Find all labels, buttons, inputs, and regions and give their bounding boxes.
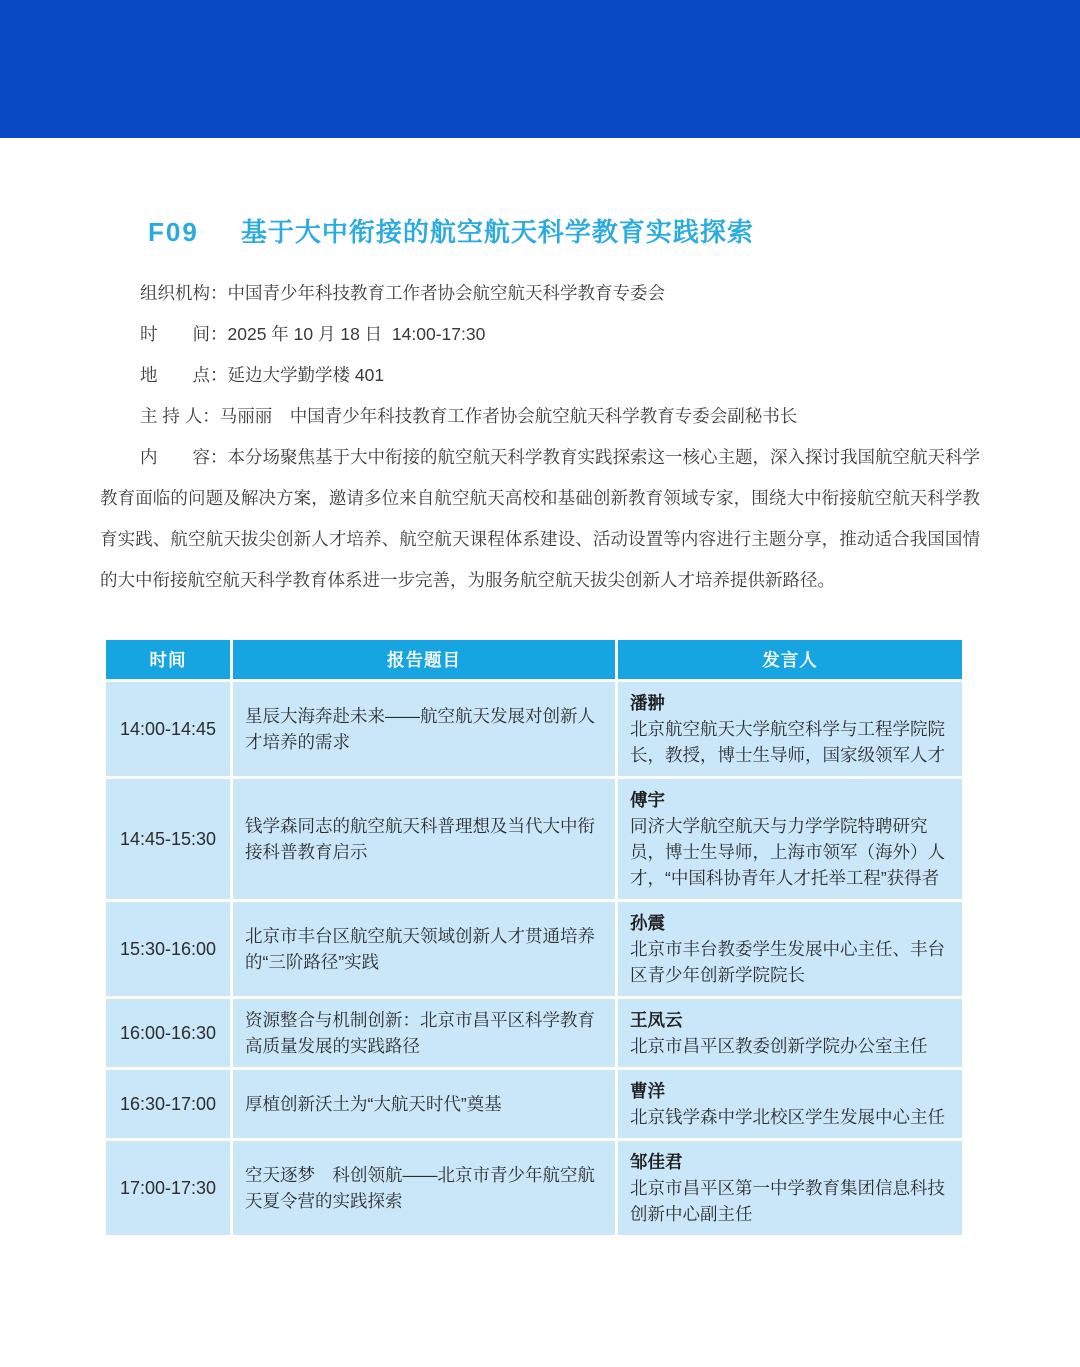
meta-organizer-label: 组织机构： <box>140 283 228 303</box>
column-header-topic: 报告题目 <box>233 640 615 679</box>
table-row <box>106 999 962 1067</box>
meta-host-value: 马丽丽 中国青少年科技教育工作者协会航空航天科学教育专委会副秘书长 <box>219 406 798 426</box>
session-time: 15:30-16:00 <box>106 902 230 996</box>
speaker-name: 王凤云 <box>630 1010 683 1030</box>
session-time: 17:00-17:30 <box>106 1141 230 1235</box>
session-speaker <box>618 779 962 899</box>
header-band <box>0 0 1080 138</box>
session-description-text: 本分场聚焦基于大中衔接的航空航天科学教育实践探索这一核心主题，深入探讨我国航空航天科学教育面临的问题及解决方案，邀请多位来自航空航天高校和基础创新教育领域专家，围绕大中衔接航空航天科学教育实践、航空航天拔尖创新人才培养、航空航天课程体系建设、活动设置等内容进行主题分享，推动适合我国国情的大中衔接航空航天科学教育体系进一步完善，为服务航空航天拔尖创新人才培养提供新路径。 <box>100 447 980 590</box>
speaker-name: 潘翀 <box>630 693 665 713</box>
column-header-speaker: 发言人 <box>618 640 962 679</box>
table-row <box>106 902 962 996</box>
table-row <box>106 779 962 899</box>
column-header-time: 时间 <box>106 640 230 679</box>
meta-host <box>100 396 980 437</box>
speaker-name: 曹洋 <box>630 1081 665 1101</box>
meta-time <box>100 314 980 355</box>
session-topic: 空天逐梦 科创领航——北京市青少年航空航天夏令营的实践探索 <box>233 1141 615 1235</box>
meta-organizer-value: 中国青少年科技教育工作者协会航空航天科学教育专委会 <box>227 283 665 303</box>
session-topic: 厚植创新沃土为“大航天时代”奠基 <box>233 1070 615 1138</box>
meta-host-label: 主 持 人： <box>140 406 220 426</box>
speaker-description: 北京市昌平区第一中学教育集团信息科技创新中心副主任 <box>630 1178 945 1224</box>
document-page <box>0 212 1080 1238</box>
session-topic: 资源整合与机制创新：北京市昌平区科学教育高质量发展的实践路径 <box>233 999 615 1067</box>
session-description-label: 内 容： <box>140 447 228 467</box>
table-row <box>106 682 962 776</box>
session-topic: 星辰大海奔赴未来——航空航天发展对创新人才培养的需求 <box>233 682 615 776</box>
speaker-description: 北京钱学森中学北校区学生发展中心主任 <box>630 1107 945 1127</box>
speaker-description: 同济大学航空航天与力学学院特聘研究员，博士生导师，上海市领军（海外）人才，“中国科协青年人才托举工程”获得者 <box>630 816 945 888</box>
session-speaker <box>618 999 962 1067</box>
table-row <box>106 1070 962 1138</box>
session-title-text: 基于大中衔接的航空航天科学教育实践探索 <box>240 217 754 247</box>
meta-location-value: 延边大学勤学楼 401 <box>227 365 385 385</box>
table-row <box>106 1141 962 1235</box>
session-topic: 北京市丰台区航空航天领域创新人才贯通培养的“三阶路径”实践 <box>233 902 615 996</box>
session-meta <box>100 273 980 601</box>
session-time: 14:00-14:45 <box>106 682 230 776</box>
session-speaker <box>618 902 962 996</box>
schedule-table <box>103 637 965 1238</box>
speaker-description: 北京航空航天大学航空科学与工程学院院长，教授，博士生导师，国家级领军人才 <box>630 719 945 765</box>
session-topic: 钱学森同志的航空航天科普理想及当代大中衔接科普教育启示 <box>233 779 615 899</box>
meta-location <box>100 355 980 396</box>
table-header-row <box>106 640 962 679</box>
speaker-name: 傅宇 <box>630 790 665 810</box>
meta-location-label: 地 点： <box>140 365 228 385</box>
speaker-description: 北京市昌平区教委创新学院办公室主任 <box>630 1036 928 1056</box>
session-speaker <box>618 682 962 776</box>
meta-organizer <box>100 273 980 314</box>
meta-time-label: 时 间： <box>140 324 228 344</box>
meta-time-value: 2025 年 10 月 18 日 14:00-17:30 <box>227 324 486 344</box>
session-time: 14:45-15:30 <box>106 779 230 899</box>
session-time: 16:30-17:00 <box>106 1070 230 1138</box>
session-speaker <box>618 1070 962 1138</box>
speaker-description: 北京市丰台教委学生发展中心主任、丰台区青少年创新学院院长 <box>630 939 945 985</box>
speaker-name: 孙震 <box>630 913 665 933</box>
session-title <box>100 212 980 249</box>
session-code: F09 <box>148 217 199 247</box>
speaker-name: 邹佳君 <box>630 1152 683 1172</box>
session-time: 16:00-16:30 <box>106 999 230 1067</box>
session-description <box>100 437 980 601</box>
session-speaker <box>618 1141 962 1235</box>
